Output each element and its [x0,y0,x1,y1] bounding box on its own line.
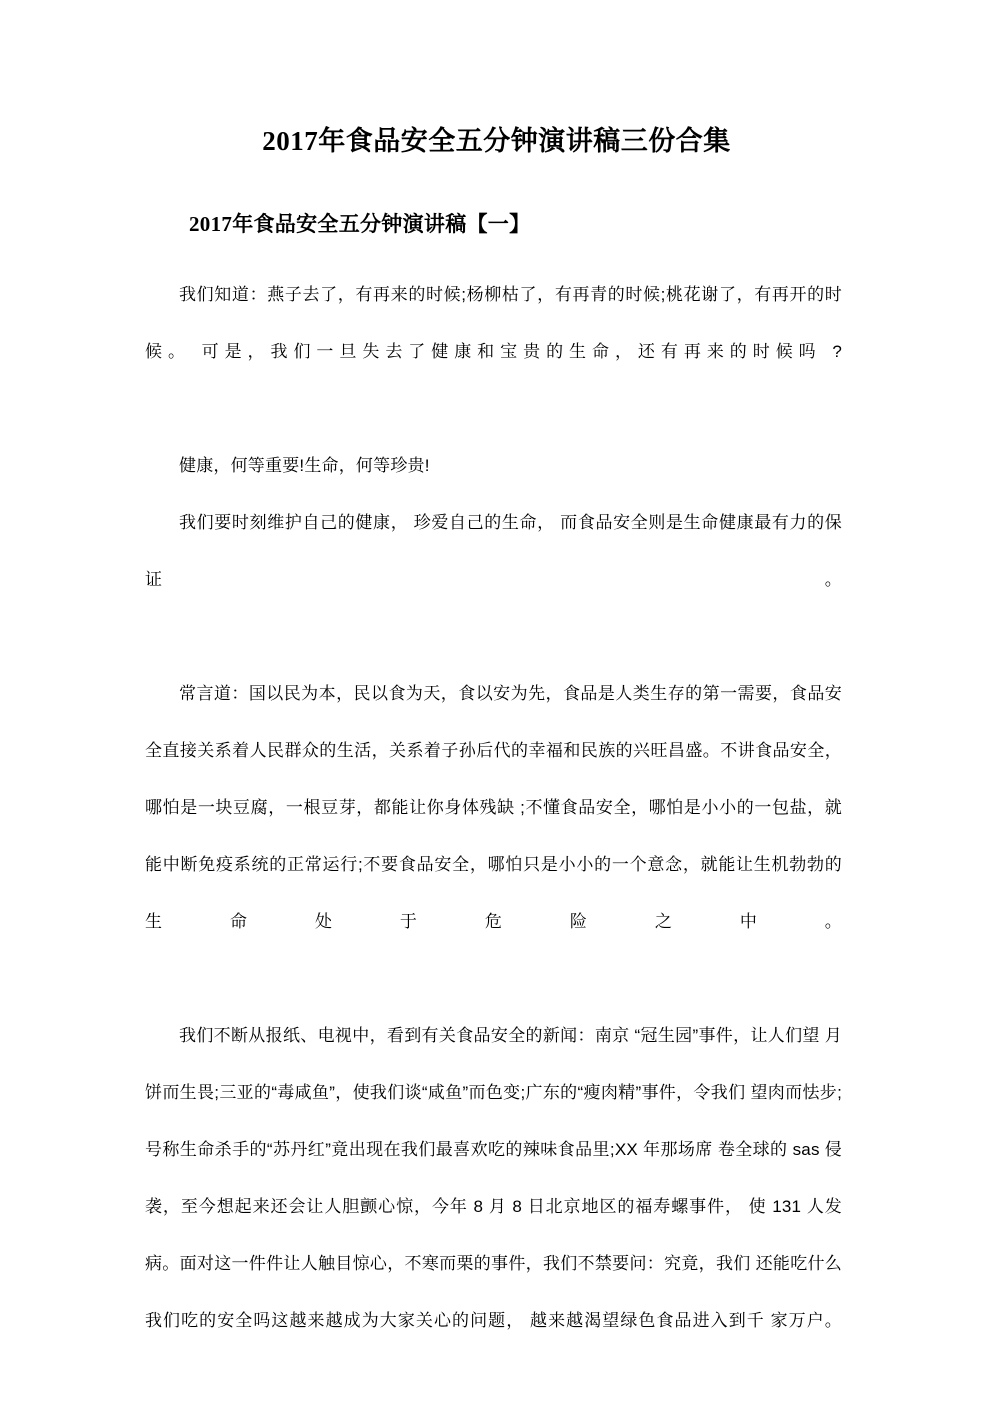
paragraph: 常言道：国以民为本，民以食为天，食以安为先，食品是人类生存的第一需要，食品安 全直接关系着人民群众的生活，关系着子孙后代的幸福和民族的兴旺昌盛。不讲食品安全， 哪怕是一块豆腐，一根豆芽，都能让你身体残缺 ;不懂食品安全，哪怕是小小的一包盐，就 能中断免疫系统的正常运行;不要食品安全，哪怕只是小小的一个意念，就能让生机勃勃的 生命处于危险之中。 [145,684,842,931]
paragraph: 我们知道：燕子去了，有再来的时候;杨柳枯了，有再青的时候;桃花谢了，有再开的时候。 可是，我们一旦失去了健康和宝贵的生命，还有再来的时候吗 ? [145,285,842,361]
paragraph: 我们要时刻维护自己的健康， 珍爱自己的生命， 而食品安全则是生命健康最有力的保证。 [145,513,842,589]
document-body [145,266,842,1406]
section-heading: 2017年食品安全五分钟演讲稿【一】 [189,212,531,236]
paragraph: 我们不断从报纸、电视中，看到有关食品安全的新闻：南京 “冠生园”事件，让人们望 月饼而生畏;三亚的“毒咸鱼”，使我们谈“咸鱼”而色变;广东的“瘦肉精”事件，令我们 望肉而怯步;号称生命杀手的“苏丹红”竟出现在我们最喜欢吃的辣味食品里;XX 年那场席 卷全球的 sas 侵袭，至今想起来还会让人胆颤心惊，今年 8 月 8 日北京地区的福寿螺事件， 使 131 人发病。面对这一件件让人触目惊心，不寒而栗的事件，我们不禁要问：究竟，我们 还能吃什么我们吃的安全吗这越来越成为大家关心的问题， 越来越渴望绿色食品进入到千 家万户。 [145,1026,842,1330]
paragraph: 健康，何等重要!生命，何等珍贵! [179,456,430,475]
page-title: 2017年食品安全五分钟演讲稿三份合集 [262,126,731,156]
